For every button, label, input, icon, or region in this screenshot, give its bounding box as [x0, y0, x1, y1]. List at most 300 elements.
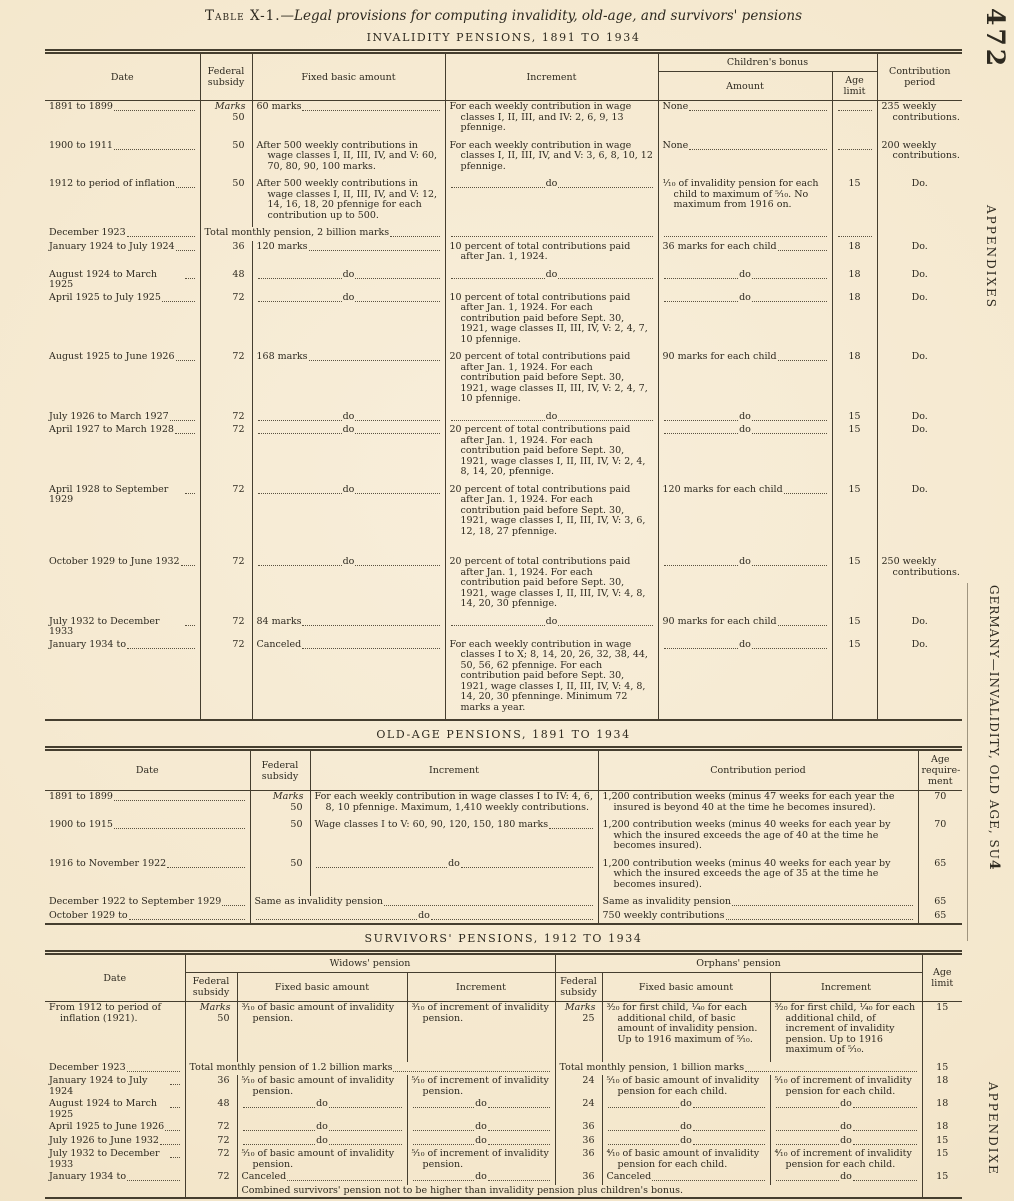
table-row [45, 910, 962, 925]
table-cell: Total monthly pension, 2 billion marks [200, 227, 445, 241]
table-cell: Marks 50 [185, 1002, 237, 1062]
table-cell: 50 [250, 858, 310, 897]
dot-leader [390, 228, 439, 237]
table-cell: 20 percent of total contributions paid after Jan. 1, 1924. For each contribution paid before Sept. 30, 1921, wage classes I, II, III, IV, V: 2, 4, 8, 14, 20, pfennige. [445, 424, 658, 484]
table-row [45, 227, 962, 241]
table-cell: 15 [922, 1135, 962, 1149]
table-cell: 72 [200, 292, 252, 352]
table-cell: 70 [918, 791, 962, 820]
table-cell: do [658, 543, 832, 616]
table-cell: 70 [918, 819, 962, 858]
table-cell: December 1923 [45, 1062, 185, 1076]
table-cell: Canceled [602, 1171, 770, 1185]
table-cell: ⁵⁄₁₀ of basic amount of invalidity pension for each child. [602, 1075, 770, 1098]
dot-leader [853, 1136, 917, 1145]
dot-leader [784, 485, 827, 494]
dot-leader [752, 412, 827, 421]
table-cell: 72 [200, 424, 252, 484]
marks-unit-label: Marks [272, 791, 304, 802]
table-cell: January 1924 to July 1924 [45, 241, 200, 269]
dot-leader [488, 1099, 550, 1108]
table-cell: ⁴⁄₁₀ of basic amount of invalidity pension for each child. [602, 1148, 770, 1171]
dot-leader [732, 897, 912, 906]
dot-leader [258, 293, 342, 302]
dot-leader [838, 228, 872, 237]
dot-leader [127, 1172, 179, 1181]
table-cell: 72 [200, 484, 252, 544]
dot-leader [689, 102, 826, 111]
table-cell: do [445, 269, 658, 292]
pensions-table-invalidity [45, 49, 962, 721]
dot-leader [243, 1136, 316, 1145]
table-cell: Canceled [252, 639, 445, 721]
table-cell: 60 marks [252, 101, 445, 140]
table-cell [922, 1185, 962, 1199]
col-header-widows-pension: Widows' pension [185, 953, 555, 973]
pensions-table-old-age [45, 746, 962, 925]
dot-leader [176, 352, 195, 361]
table-header [45, 52, 962, 101]
table-cell: do [770, 1135, 922, 1149]
dot-leader [114, 102, 195, 111]
table-row [45, 1135, 962, 1149]
table-cell: do [658, 639, 832, 721]
table-cell: Do. [877, 411, 962, 425]
col-header-date: Date [45, 52, 200, 101]
table-body [45, 791, 962, 925]
table-cell: 65 [918, 858, 962, 897]
col-header-orphans-pension: Orphans' pension [555, 953, 922, 973]
marks-unit-label: Marks [564, 1002, 596, 1013]
table-cell: 1891 to 1899 [45, 101, 200, 140]
table-cell: Wage classes I to V: 60, 90, 120, 150, 180 marks [310, 819, 598, 858]
table-row [45, 484, 962, 544]
table-cell: 15 [922, 1171, 962, 1185]
table-cell: 72 [185, 1135, 237, 1149]
table-cell: 65 [918, 910, 962, 925]
dot-leader [488, 1172, 550, 1181]
dot-leader [170, 1099, 180, 1108]
table-cell: July 1932 to December 1933 [45, 1148, 185, 1171]
section-title-old-age: OLD-AGE PENSIONS, 1891 TO 1934 [376, 728, 631, 741]
table-cell: Do. [877, 292, 962, 352]
dot-leader [127, 640, 194, 649]
col-header-age-limit: Age limit [832, 72, 877, 101]
dot-leader [608, 1136, 680, 1145]
dot-leader [461, 859, 593, 868]
table-cell: December 1923 [45, 227, 200, 241]
table-row [45, 101, 962, 140]
dot-leader [355, 412, 439, 421]
table-cell [877, 227, 962, 241]
dot-leader [413, 1136, 475, 1145]
table-cell: April 1928 to September 1929 [45, 484, 200, 544]
table-cell: do [407, 1121, 555, 1135]
table-row [45, 241, 962, 269]
table-cell: 120 marks [252, 241, 445, 269]
dot-leader [129, 911, 245, 920]
table-cell: do [237, 1135, 407, 1149]
page-edge-line [967, 583, 968, 941]
table-title-text: —Legal provisions for computing invalidity, old-age, and survivors' pensions [280, 8, 802, 24]
table-cell: do [252, 424, 445, 484]
table-cell: August 1925 to June 1926 [45, 351, 200, 411]
table-cell: 18 [832, 269, 877, 292]
table-cell: 72 [200, 351, 252, 411]
table-cell: ³⁄₂₀ for first child, ¹⁄₄₀ for each additional child, of basic amount of invalidity pension. Up to 1916 maximum of ⁵⁄₁₀. [602, 1002, 770, 1062]
table-row [45, 178, 962, 227]
table-cell: January 1934 to [45, 639, 200, 721]
dot-leader [558, 270, 652, 279]
col-header-contribution-period: Contribution period [598, 749, 918, 791]
table-cell: 24 [555, 1098, 602, 1121]
table-cell: October 1929 to June 1932 [45, 543, 200, 616]
table-cell: do [658, 269, 832, 292]
col-header-fixed-basic-amount: Fixed basic amount [252, 52, 445, 101]
col-header-widows-fixed-basic-amount: Fixed basic amount [237, 973, 407, 1002]
dot-leader [256, 911, 418, 920]
table-cell: Do. [877, 639, 962, 721]
dot-leader [222, 897, 244, 906]
dot-leader [114, 820, 245, 829]
dot-leader [162, 293, 195, 302]
table-cell: 65 [918, 896, 962, 910]
running-head-germany-text: GERMANY—INVALIDITY, OLD AGE, SU [987, 585, 1001, 860]
table-cell: Do. [877, 269, 962, 292]
table-cell: do [250, 910, 598, 925]
table-cell: 15 [832, 543, 877, 616]
col-header-contribution-period: Contribution period [877, 52, 962, 101]
table-cell: do [445, 411, 658, 425]
dot-leader [608, 1099, 680, 1108]
table-cell: January 1924 to July 1924 [45, 1075, 185, 1098]
table-cell: do [445, 178, 658, 227]
dot-leader [726, 911, 913, 920]
table-row [45, 1098, 962, 1121]
dot-leader [558, 412, 652, 421]
table-cell: do [252, 543, 445, 616]
table-cell: August 1924 to March 1925 [45, 269, 200, 292]
table-cell: do [770, 1121, 922, 1135]
table-cell: 18 [832, 241, 877, 269]
dot-leader [778, 242, 827, 251]
table-cell: ⁴⁄₁₀ of increment of invalidity pension for each child. [770, 1148, 922, 1171]
dot-leader [451, 412, 545, 421]
table-cell [832, 227, 877, 241]
dot-leader [664, 412, 739, 421]
table-cell: None [658, 140, 832, 179]
table-cell: do [658, 411, 832, 425]
dot-leader [181, 557, 195, 566]
dot-leader [451, 228, 653, 237]
table-row [45, 1148, 962, 1171]
pensions-table-survivors [45, 950, 962, 1199]
table-cell: 15 [832, 484, 877, 544]
table-cell [658, 227, 832, 241]
dot-leader [693, 1099, 765, 1108]
dot-leader [127, 228, 195, 237]
table-cell: 235 weekly contributions. [877, 101, 962, 140]
table-cell: 18 [922, 1075, 962, 1098]
table-cell: Do. [877, 424, 962, 484]
table-cell: 1900 to 1911 [45, 140, 200, 179]
table-cell: 36 [555, 1121, 602, 1135]
table-cell: August 1924 to March 1925 [45, 1098, 185, 1121]
table-cell: do [407, 1098, 555, 1121]
dot-leader [413, 1099, 475, 1108]
table-cell: Total monthly pension of 1.2 billion marks [185, 1062, 555, 1076]
dot-leader [488, 1122, 550, 1131]
table-cell: do [310, 858, 598, 897]
table-cell: 15 [832, 616, 877, 639]
dot-leader [355, 557, 439, 566]
table-cell: do [602, 1135, 770, 1149]
table-cell: 15 [922, 1002, 962, 1062]
col-header-age-requirement: Age require- ment [918, 749, 962, 791]
table-cell: do [252, 292, 445, 352]
table-cell: 36 [200, 241, 252, 269]
dot-leader [329, 1136, 402, 1145]
table-cell: 18 [832, 351, 877, 411]
dot-leader [393, 1063, 549, 1072]
table-cell: Marks 50 [250, 791, 310, 820]
dot-leader [185, 485, 195, 494]
table-cell: ⁵⁄₁₀ of basic amount of invalidity pension. [237, 1075, 407, 1098]
dot-leader [752, 557, 827, 566]
table-cell [45, 1185, 185, 1199]
table-cell: 750 weekly contributions [598, 910, 918, 925]
dot-leader [170, 1149, 180, 1158]
table-cell: October 1929 to [45, 910, 250, 925]
dot-leader [309, 242, 440, 251]
table-cell: ³⁄₁₀ of basic amount of invalidity pension. [237, 1002, 407, 1062]
table-cell: 20 percent of total contributions paid after Jan. 1, 1924. For each contribution paid before Sept. 30, 1921, wage classes I, II, III, IV, V: 3, 6, 12, 18, 27 pfennige. [445, 484, 658, 544]
table-cell: Do. [877, 616, 962, 639]
table-cell: April 1925 to June 1926 [45, 1121, 185, 1135]
dot-leader [329, 1122, 402, 1131]
dot-leader [451, 179, 545, 188]
table-cell: July 1932 to December 1933 [45, 616, 200, 639]
table-row [45, 639, 962, 721]
table-cell: 18 [922, 1121, 962, 1135]
marks-unit-label: Marks [199, 1002, 231, 1013]
table-header [45, 749, 962, 791]
table-cell: 15 [832, 424, 877, 484]
col-header-age-limit: Age limit [922, 953, 962, 1002]
dot-leader [355, 293, 439, 302]
dot-leader [776, 1172, 840, 1181]
table-cell: Same as invalidity pension [598, 896, 918, 910]
table-cell: do [658, 292, 832, 352]
table-row [45, 858, 962, 897]
table-cell: 1,200 contribution weeks (minus 40 weeks for each year by which the insured exceeds the age of 40 at the time he becomes insured). [598, 819, 918, 858]
table-cell: Do. [877, 484, 962, 544]
table-row [45, 791, 962, 820]
table-cell: do [770, 1098, 922, 1121]
table-cell: 36 [555, 1171, 602, 1185]
table-cell: April 1925 to July 1925 [45, 292, 200, 352]
table-cell: 84 marks [252, 616, 445, 639]
dot-leader [853, 1099, 917, 1108]
col-header-childrens-bonus: Children's bonus [658, 52, 877, 72]
table-cell: Do. [877, 178, 962, 227]
dot-leader [776, 1099, 840, 1108]
col-header-widows-increment: Increment [407, 973, 555, 1002]
table-cell: Marks 50 [200, 101, 252, 140]
table-cell: For each weekly contribution in wage classes I to X; 8, 14, 20, 26, 32, 38, 44, 50, 56, 62 pfennige. For each contribution paid before Sept. 30, 1921, wage classes I, II, III, IV, V: 4, 8, 14, 20, 30 pfenninge. Minimum 72 marks a year. [445, 639, 658, 721]
table-cell [832, 140, 877, 179]
dot-leader [329, 1099, 402, 1108]
table-cell: 1916 to November 1922 [45, 858, 250, 897]
table-row [45, 1121, 962, 1135]
dot-leader [853, 1122, 917, 1131]
table-cell: 1,200 contribution weeks (minus 47 weeks for each year the insured is beyond 40 at the time he becomes insured). [598, 791, 918, 820]
table-cell: 15 [922, 1148, 962, 1171]
table-cell: None [658, 101, 832, 140]
table-cell: 15 [832, 178, 877, 227]
table-cell [185, 1185, 237, 1199]
table-cell: ³⁄₂₀ for first child, ¹⁄₄₀ for each additional child, of increment of invalidity pension. Up to 1916 maximum of ⁵⁄₁₀. [770, 1002, 922, 1062]
table-cell: July 1926 to June 1932 [45, 1135, 185, 1149]
table-cell: ⁵⁄₁₀ of increment of invalidity pension. [407, 1148, 555, 1171]
table-number-label: Table X-1. [205, 8, 281, 24]
dot-leader [664, 425, 739, 434]
table-cell: Marks 25 [555, 1002, 602, 1062]
table-cell: 168 marks [252, 351, 445, 411]
dot-leader [170, 412, 195, 421]
table-cell: 50 [250, 819, 310, 858]
table-row [45, 424, 962, 484]
dot-leader [853, 1172, 917, 1181]
table-cell: 72 [185, 1121, 237, 1135]
dot-leader [451, 270, 545, 279]
table-cell: 20 percent of total contributions paid after Jan. 1, 1924. For each contribution paid before Sept. 30, 1921, wage classes I, II, III, IV, V: 4, 8, 14, 20, 30 pfennige. [445, 543, 658, 616]
table-cell: July 1926 to March 1927 [45, 411, 200, 425]
dot-leader [302, 102, 439, 111]
dot-leader [752, 270, 827, 279]
table-row [45, 896, 962, 910]
dot-leader [302, 617, 439, 626]
table-cell: Combined survivors' pension not to be higher than invalidity pension plus children's bonus. [237, 1185, 922, 1199]
col-header-orphans-fixed-basic-amount: Fixed basic amount [602, 973, 770, 1002]
table-cell: 1891 to 1899 [45, 791, 250, 820]
col-header-increment: Increment [310, 749, 598, 791]
table-cell: For each weekly contribution in wage classes I, II, III, IV, and V: 3, 6, 8, 10, 12 pfennige. [445, 140, 658, 179]
col-header-federal-subsidy: Federal subsidy [200, 52, 252, 101]
table-cell: 72 [185, 1171, 237, 1185]
table-cell: Same as invalidity pension [250, 896, 598, 910]
col-header-date: Date [45, 953, 185, 1002]
table-cell: For each weekly contribution in wage classes I to IV: 4, 6, 8, 10 pfennige. Maximum, 1,410 weekly contributions. [310, 791, 598, 820]
dot-leader [664, 270, 739, 279]
table-cell [445, 227, 658, 241]
table-cell: do [237, 1098, 407, 1121]
table-cell: 36 [185, 1075, 237, 1098]
table-cell: 72 [200, 411, 252, 425]
table-cell: ⁵⁄₁₀ of increment of invalidity pension. [407, 1075, 555, 1098]
running-head-appendixe: APPENDIXE [986, 1082, 1000, 1176]
table-cell: do [770, 1171, 922, 1185]
table-row [45, 1002, 962, 1062]
table-cell: 18 [922, 1098, 962, 1121]
table-cell: ⁵⁄₁₀ of basic amount of invalidity pension. [237, 1148, 407, 1171]
page-number: 472 [981, 8, 1010, 70]
dot-leader [558, 179, 652, 188]
dot-leader [287, 1172, 401, 1181]
table-cell: 15 [832, 639, 877, 721]
col-header-bonus-amount: Amount [658, 72, 832, 101]
page-title [45, 8, 962, 24]
section-title-invalidity: INVALIDITY PENSIONS, 1891 TO 1934 [366, 31, 641, 44]
dot-leader [838, 102, 872, 111]
marks-unit-label: Marks [214, 101, 246, 112]
dot-leader [185, 617, 195, 626]
table-cell: ⁵⁄₁₀ of increment of invalidity pension for each child. [770, 1075, 922, 1098]
col-header-orphans-increment: Increment [770, 973, 922, 1002]
dot-leader [778, 352, 827, 361]
table-cell: 15 [922, 1062, 962, 1076]
dot-leader [384, 897, 592, 906]
table-cell: 36 [555, 1135, 602, 1149]
dot-leader [243, 1122, 316, 1131]
table-cell: 72 [200, 543, 252, 616]
table-cell: Canceled [237, 1171, 407, 1185]
dot-leader [302, 640, 439, 649]
dot-leader [170, 1076, 180, 1085]
dot-leader [689, 141, 826, 150]
table-cell: ³⁄₁₀ of increment of invalidity pension. [407, 1002, 555, 1062]
table-cell: Do. [877, 351, 962, 411]
col-header-increment: Increment [445, 52, 658, 101]
dot-leader [693, 1136, 765, 1145]
dot-leader [355, 485, 439, 494]
table-cell: 1900 to 1915 [45, 819, 250, 858]
dot-leader [664, 640, 739, 649]
table-cell: 10 percent of total contributions paid after Jan. 1, 1924. For each contribution paid before Sept. 30, 1921, wage classes II, III, IV, V: 2, 4, 7, 10 pfennige. [445, 292, 658, 352]
dot-leader [175, 425, 195, 434]
table-cell: 72 [185, 1148, 237, 1171]
dot-leader [309, 352, 440, 361]
table-cell [832, 101, 877, 140]
dot-leader [258, 412, 342, 421]
table-cell: do [252, 484, 445, 544]
dot-leader [752, 425, 827, 434]
dot-leader [176, 242, 195, 251]
dot-leader [160, 1136, 180, 1145]
running-head-appendixes: APPENDIXES [984, 205, 998, 309]
table-row [45, 269, 962, 292]
table-header [45, 953, 962, 1002]
table-cell: January 1934 to [45, 1171, 185, 1185]
table-cell: 50 [200, 140, 252, 179]
table-row [45, 819, 962, 858]
dot-leader [258, 270, 342, 279]
margin-overlap-number: 4 [986, 859, 1002, 871]
dot-leader [258, 425, 342, 434]
dot-leader [745, 1063, 916, 1072]
table-cell: do [237, 1121, 407, 1135]
table-row [45, 1075, 962, 1098]
col-header-orphans-federal-subsidy: Federal subsidy [555, 973, 602, 1002]
table-cell: do [252, 411, 445, 425]
dot-leader [258, 485, 342, 494]
table-cell: 1,200 contribution weeks (minus 40 weeks for each year by which the insured exceeds the age of 35 at the time he becomes insured). [598, 858, 918, 897]
table-cell: 15 [832, 411, 877, 425]
table-cell: 120 marks for each child [658, 484, 832, 544]
dot-leader [127, 1063, 180, 1072]
table-cell: Total monthly pension, 1 billion marks [555, 1062, 922, 1076]
table-cell: do [602, 1121, 770, 1135]
